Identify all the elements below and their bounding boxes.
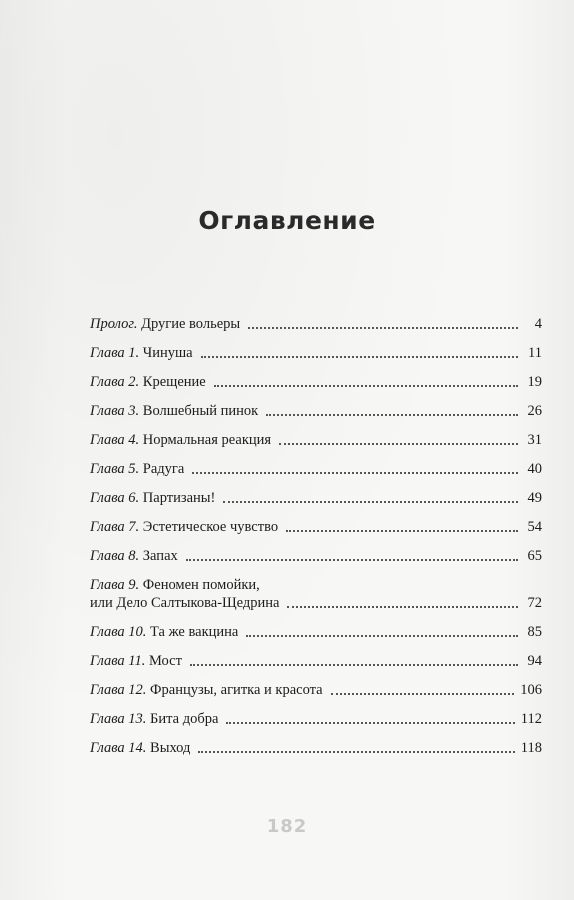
toc-entry-title: Эстетическое чувство xyxy=(142,519,279,535)
toc-entry-page: 31 xyxy=(527,432,542,448)
dot-leader xyxy=(266,414,518,416)
toc-entry-page: 106 xyxy=(520,682,542,698)
toc-entry-page: 49 xyxy=(527,490,542,506)
toc-entry-chapter-5 xyxy=(90,460,542,478)
toc-entry-label: Глава 1. xyxy=(90,345,140,361)
dot-leader xyxy=(214,385,518,387)
page-number: 182 xyxy=(266,816,308,837)
dot-leader xyxy=(286,530,518,532)
toc-entry-title: Выход xyxy=(150,740,191,756)
toc-entry-chapter-14 xyxy=(90,739,542,757)
toc-entry-title: Французы, агитка и красота xyxy=(150,682,323,698)
toc-entry-chapter-2 xyxy=(90,373,542,391)
toc-entry-chapter-10 xyxy=(90,623,542,641)
toc-entry-title: Та же вакцина xyxy=(150,624,239,640)
toc-entry-label: Глава 10. xyxy=(90,624,147,640)
toc-entry-label: Глава 12. xyxy=(90,682,147,698)
dot-leader xyxy=(201,356,518,358)
toc-entry-chapter-8 xyxy=(90,547,542,565)
toc-entry-page: 4 xyxy=(534,316,542,332)
toc-entry-title: Феномен помойки, xyxy=(142,577,260,593)
toc-entry-label: Глава 2. xyxy=(90,374,140,390)
toc-entry-label: Глава 11. xyxy=(90,653,146,669)
toc-entry-chapter-7 xyxy=(90,518,542,536)
toc-entry-page: 94 xyxy=(527,653,542,669)
toc-entry-title: Другие вольеры xyxy=(141,316,241,332)
table-of-contents xyxy=(90,315,542,768)
toc-entry-title: Партизаны! xyxy=(142,490,216,506)
toc-entry-page: 72 xyxy=(527,595,542,611)
toc-entry-page: 40 xyxy=(527,461,542,477)
dot-leader xyxy=(331,693,515,695)
toc-entry-page: 85 xyxy=(527,624,542,640)
dot-leader xyxy=(248,327,518,329)
page-title: Оглавление xyxy=(198,206,376,235)
dot-leader xyxy=(190,664,518,666)
toc-entry-title: Мост xyxy=(148,653,182,669)
dot-leader xyxy=(198,751,514,753)
toc-entry-chapter-12 xyxy=(90,681,542,699)
dot-leader xyxy=(279,443,518,445)
toc-entry-label: Глава 6. xyxy=(90,490,140,506)
toc-entry-title-continued: или Дело Салтыкова-Щедрина xyxy=(90,595,280,611)
toc-entry-title: Нормальная реакция xyxy=(142,432,272,448)
toc-entry-page: 26 xyxy=(527,403,542,419)
toc-entry-title: Крещение xyxy=(142,374,206,390)
toc-entry-label: Глава 3. xyxy=(90,403,140,419)
toc-entry-page: 11 xyxy=(528,345,542,361)
toc-entry-label: Глава 8. xyxy=(90,548,140,564)
toc-entry-label: Глава 14. xyxy=(90,740,147,756)
dot-leader xyxy=(287,606,518,608)
toc-entry-chapter-6 xyxy=(90,489,542,507)
toc-entry-chapter-9 xyxy=(90,576,542,612)
dot-leader xyxy=(186,559,518,561)
toc-entry-chapter-1 xyxy=(90,344,542,362)
toc-entry-label: Пролог. xyxy=(90,316,138,332)
dot-leader xyxy=(226,722,514,724)
toc-entry-label: Глава 13. xyxy=(90,711,147,727)
toc-entry-title: Радуга xyxy=(142,461,185,477)
toc-entry-label: Глава 7. xyxy=(90,519,140,535)
dot-leader xyxy=(192,472,518,474)
toc-entry-prologue xyxy=(90,315,542,333)
toc-entry-page: 19 xyxy=(527,374,542,390)
dot-leader xyxy=(223,501,518,503)
toc-entry-label: Глава 4. xyxy=(90,432,140,448)
toc-entry-page: 118 xyxy=(520,740,542,756)
toc-entry-chapter-11 xyxy=(90,652,542,670)
toc-entry-page: 112 xyxy=(520,711,542,727)
toc-entry-page: 54 xyxy=(527,519,542,535)
toc-entry-page: 65 xyxy=(527,548,542,564)
toc-entry-label: Глава 9. xyxy=(90,577,140,593)
toc-entry-title: Чинуша xyxy=(142,345,193,361)
toc-entry-chapter-4 xyxy=(90,431,542,449)
toc-entry-title: Запах xyxy=(142,548,178,564)
toc-entry-label: Глава 5. xyxy=(90,461,140,477)
toc-entry-chapter-3 xyxy=(90,402,542,420)
toc-entry-chapter-13 xyxy=(90,710,542,728)
toc-entry-title: Волшебный пинок xyxy=(142,403,259,419)
dot-leader xyxy=(246,635,518,637)
toc-entry-title: Бита добра xyxy=(150,711,219,727)
